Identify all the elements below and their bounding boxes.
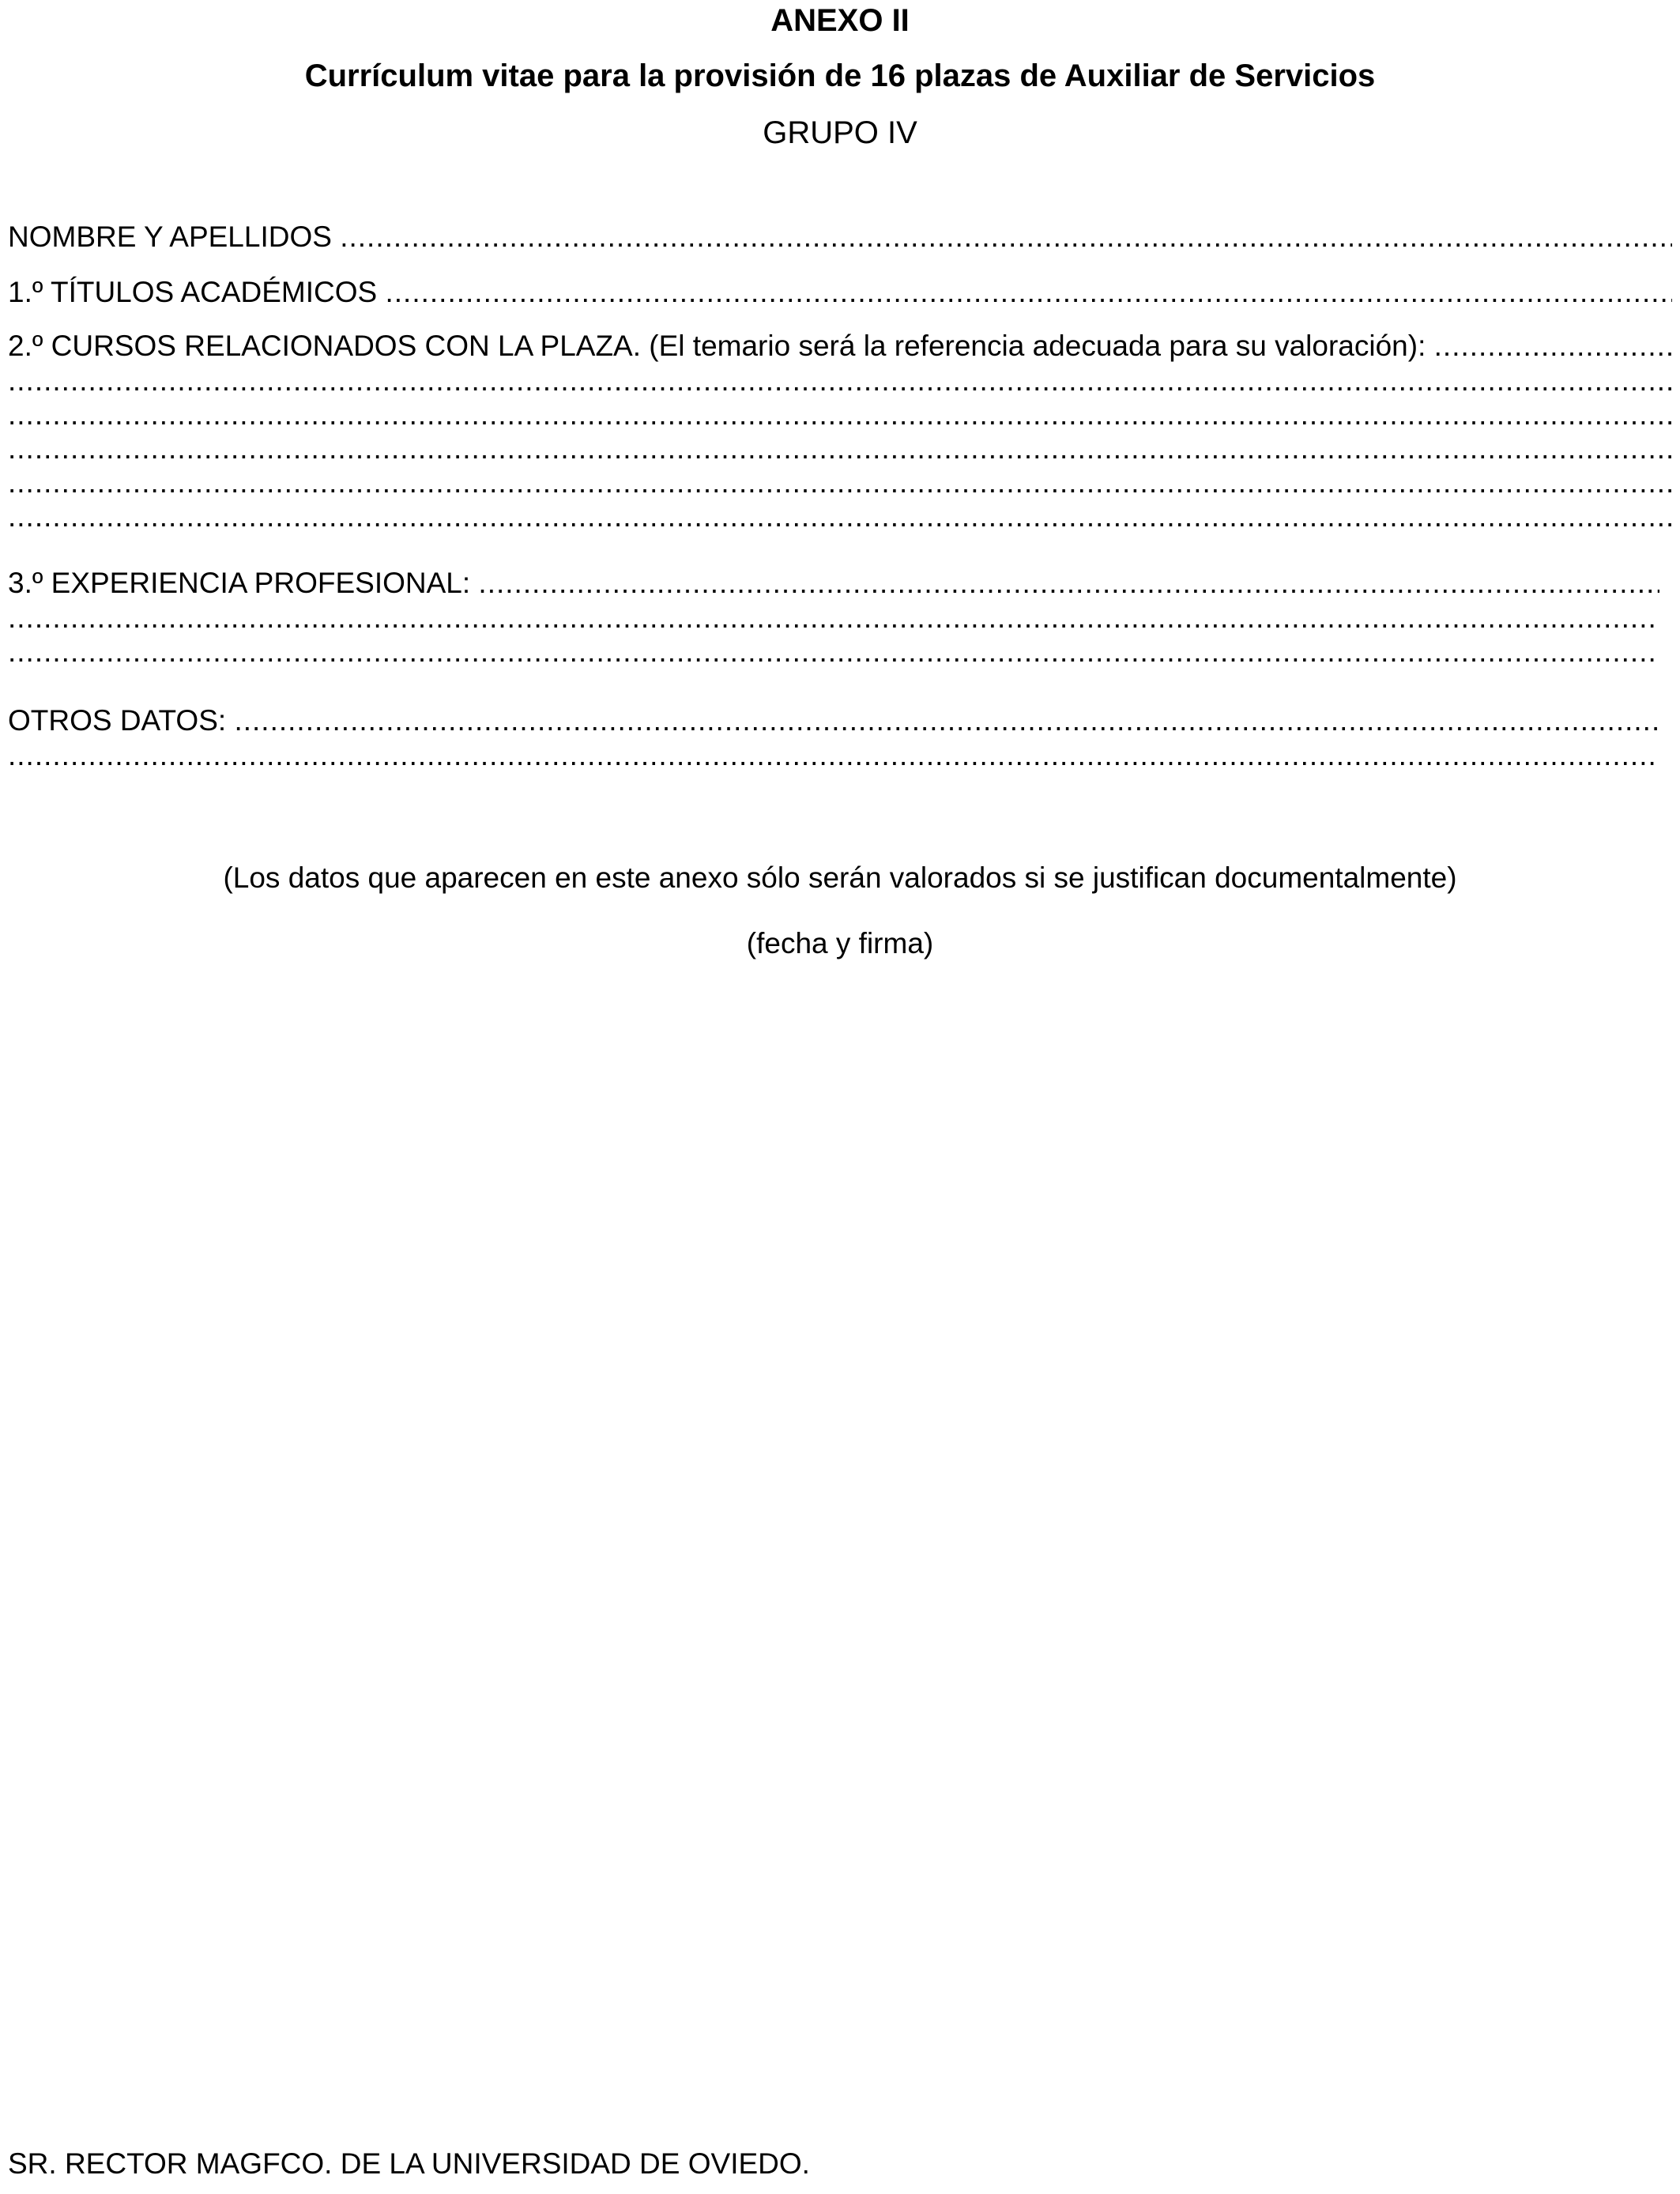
courses-field-label: 2.º CURSOS RELACIONADOS CON LA PLAZA. (El temario será la referencia adecuada para su valoración): (8, 330, 1434, 362)
name-field-label: NOMBRE Y APELLIDOS (8, 221, 341, 253)
titles-field[interactable] (8, 275, 1672, 310)
document-title: ANEXO II (770, 3, 910, 38)
courses-line-3[interactable] (8, 432, 1672, 466)
courses-line-4[interactable] (8, 466, 1672, 500)
courses-field[interactable] (8, 329, 1672, 364)
other-field[interactable] (8, 703, 1659, 738)
document-group: GRUPO IV (763, 115, 917, 150)
document-subtitle: Currículum vitae para la provisión de 16 plazas de Auxiliar de Servicios (304, 58, 1376, 93)
other-line-1[interactable] (8, 738, 1659, 773)
other-field-dots[interactable] (234, 703, 1659, 738)
other-field-label: OTROS DATOS: (8, 704, 235, 737)
justification-note: (Los datos que aparecen en este anexo sólo serán valorados si se justifican documentalmente) (223, 861, 1457, 894)
name-field[interactable] (8, 220, 1672, 254)
courses-line-1[interactable] (8, 364, 1672, 398)
name-field-dots[interactable] (340, 220, 1672, 254)
experience-line-2[interactable] (8, 635, 1659, 669)
experience-line-1[interactable] (8, 601, 1659, 635)
addressee-footer: SR. RECTOR MAGFCO. DE LA UNIVERSIDAD DE OVIEDO. (8, 2147, 810, 2180)
signature-placeholder: (fecha y firma) (746, 927, 934, 959)
courses-field-dots[interactable] (1434, 329, 1672, 364)
courses-line-5[interactable] (8, 499, 1672, 534)
titles-field-dots[interactable] (386, 275, 1673, 310)
titles-field-label: 1.º TÍTULOS ACADÉMICOS (8, 276, 386, 308)
experience-field-label: 3.º EXPERIENCIA PROFESIONAL: (8, 567, 479, 599)
courses-line-2[interactable] (8, 398, 1672, 432)
experience-field[interactable] (8, 566, 1659, 601)
experience-field-dots[interactable] (478, 566, 1659, 601)
